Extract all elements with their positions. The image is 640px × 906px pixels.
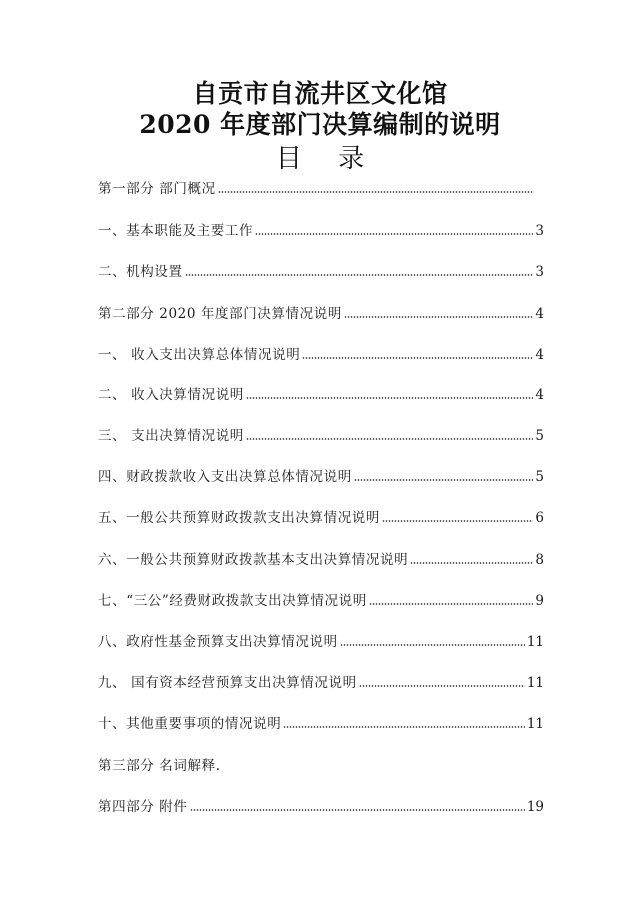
toc-entry-2-10[interactable]: [98, 711, 544, 733]
toc-entry-text: 四、财政拨款收入支出决算总体情况说明: [98, 469, 352, 485]
toc-entry-1-1[interactable]: [98, 218, 544, 240]
toc-page-number: 9: [535, 593, 544, 609]
toc-entry-text: 六、一般公共预算财政拨款基本支出决算情况说明: [98, 552, 409, 568]
toc-entry-2-4[interactable]: [98, 464, 544, 486]
toc-heading: 目 录: [275, 144, 379, 174]
toc-dot-leader: [369, 602, 534, 606]
toc-page-number: 5: [535, 469, 544, 485]
toc-entry-2-6[interactable]: [98, 547, 544, 569]
toc-dot-leader: [185, 273, 534, 277]
toc-entry-1-2[interactable]: [98, 259, 544, 281]
toc-entry-text: 七、“三公”经费财政拨款支出决算情况说明: [98, 593, 367, 609]
toc-entry-text: 第三部分 名词解释.: [98, 758, 221, 774]
toc-page-number: 4: [535, 387, 544, 403]
toc-entry-2-3[interactable]: [98, 423, 544, 445]
toc-page-number: 19: [526, 799, 544, 815]
toc-page-number: 6: [535, 510, 544, 526]
toc-dot-leader: [359, 684, 525, 688]
toc-page-number: 3: [535, 264, 544, 280]
toc-entry-2-7[interactable]: [98, 588, 544, 610]
document-title-report: 2020 年度部门决算编制的说明: [139, 110, 501, 139]
toc-dot-leader: [344, 315, 533, 319]
toc-entry-part4[interactable]: [98, 794, 544, 816]
toc-dot-leader: [340, 643, 525, 647]
toc-entry-text: 三、 支出决算情况说明: [98, 428, 244, 444]
toc-page-number: 11: [526, 634, 544, 650]
toc-entry-part1[interactable]: [98, 176, 544, 198]
toc-entry-text: 二、机构设置: [98, 264, 183, 280]
toc-page-number: 8: [535, 552, 544, 568]
toc-page-number: 11: [526, 716, 544, 732]
toc-dot-leader: [218, 190, 534, 194]
toc-dot-leader: [354, 478, 534, 482]
toc-entry-2-1[interactable]: [98, 342, 544, 364]
toc-entry-text: 一、基本职能及主要工作: [98, 223, 254, 239]
toc-dot-leader: [246, 437, 534, 441]
toc-page-number: 4: [535, 306, 544, 322]
toc-page-number: 3: [535, 223, 544, 239]
toc-dot-leader: [410, 561, 533, 565]
toc-entry-text: 九、 国有资本经营预算支出决算情况说明: [98, 675, 357, 691]
toc-entry-text: 第一部分 部门概况: [98, 181, 216, 197]
toc-dot-leader: [283, 725, 525, 729]
toc-page-number: 5: [535, 428, 544, 444]
toc-dot-leader: [382, 519, 533, 523]
toc-entry-text: 八、政府性基金预算支出决算情况说明: [98, 634, 338, 650]
toc-page-number: 11: [526, 675, 544, 691]
document-title-org: 自贡市自流井区文化馆: [192, 79, 448, 108]
toc-entry-text: 第四部分 附件: [98, 799, 188, 815]
toc-entry-2-5[interactable]: [98, 505, 544, 527]
toc-entry-text: 十、其他重要事项的情况说明: [98, 716, 282, 732]
toc-entry-text: 二、 收入决算情况说明: [98, 387, 244, 403]
toc-page-number: 4: [535, 347, 544, 363]
toc-entry-part2[interactable]: [98, 301, 544, 323]
toc-entry-text: 五、一般公共预算财政拨款支出决算情况说明: [98, 510, 380, 526]
toc-dot-leader: [302, 356, 533, 360]
toc-entry-part3[interactable]: [98, 753, 544, 775]
toc-entry-2-9[interactable]: [98, 670, 544, 692]
toc-entry-text: 一、 收入支出决算总体情况说明: [98, 347, 301, 363]
toc-dot-leader: [190, 808, 525, 812]
toc-entry-text: 第二部分 2020 年度部门决算情况说明: [98, 306, 342, 322]
title-block: [0, 78, 640, 176]
toc-dot-leader: [255, 232, 533, 236]
toc-entry-2-8[interactable]: [98, 629, 544, 651]
toc-dot-leader: [246, 396, 534, 400]
toc-entry-2-2[interactable]: [98, 382, 544, 404]
